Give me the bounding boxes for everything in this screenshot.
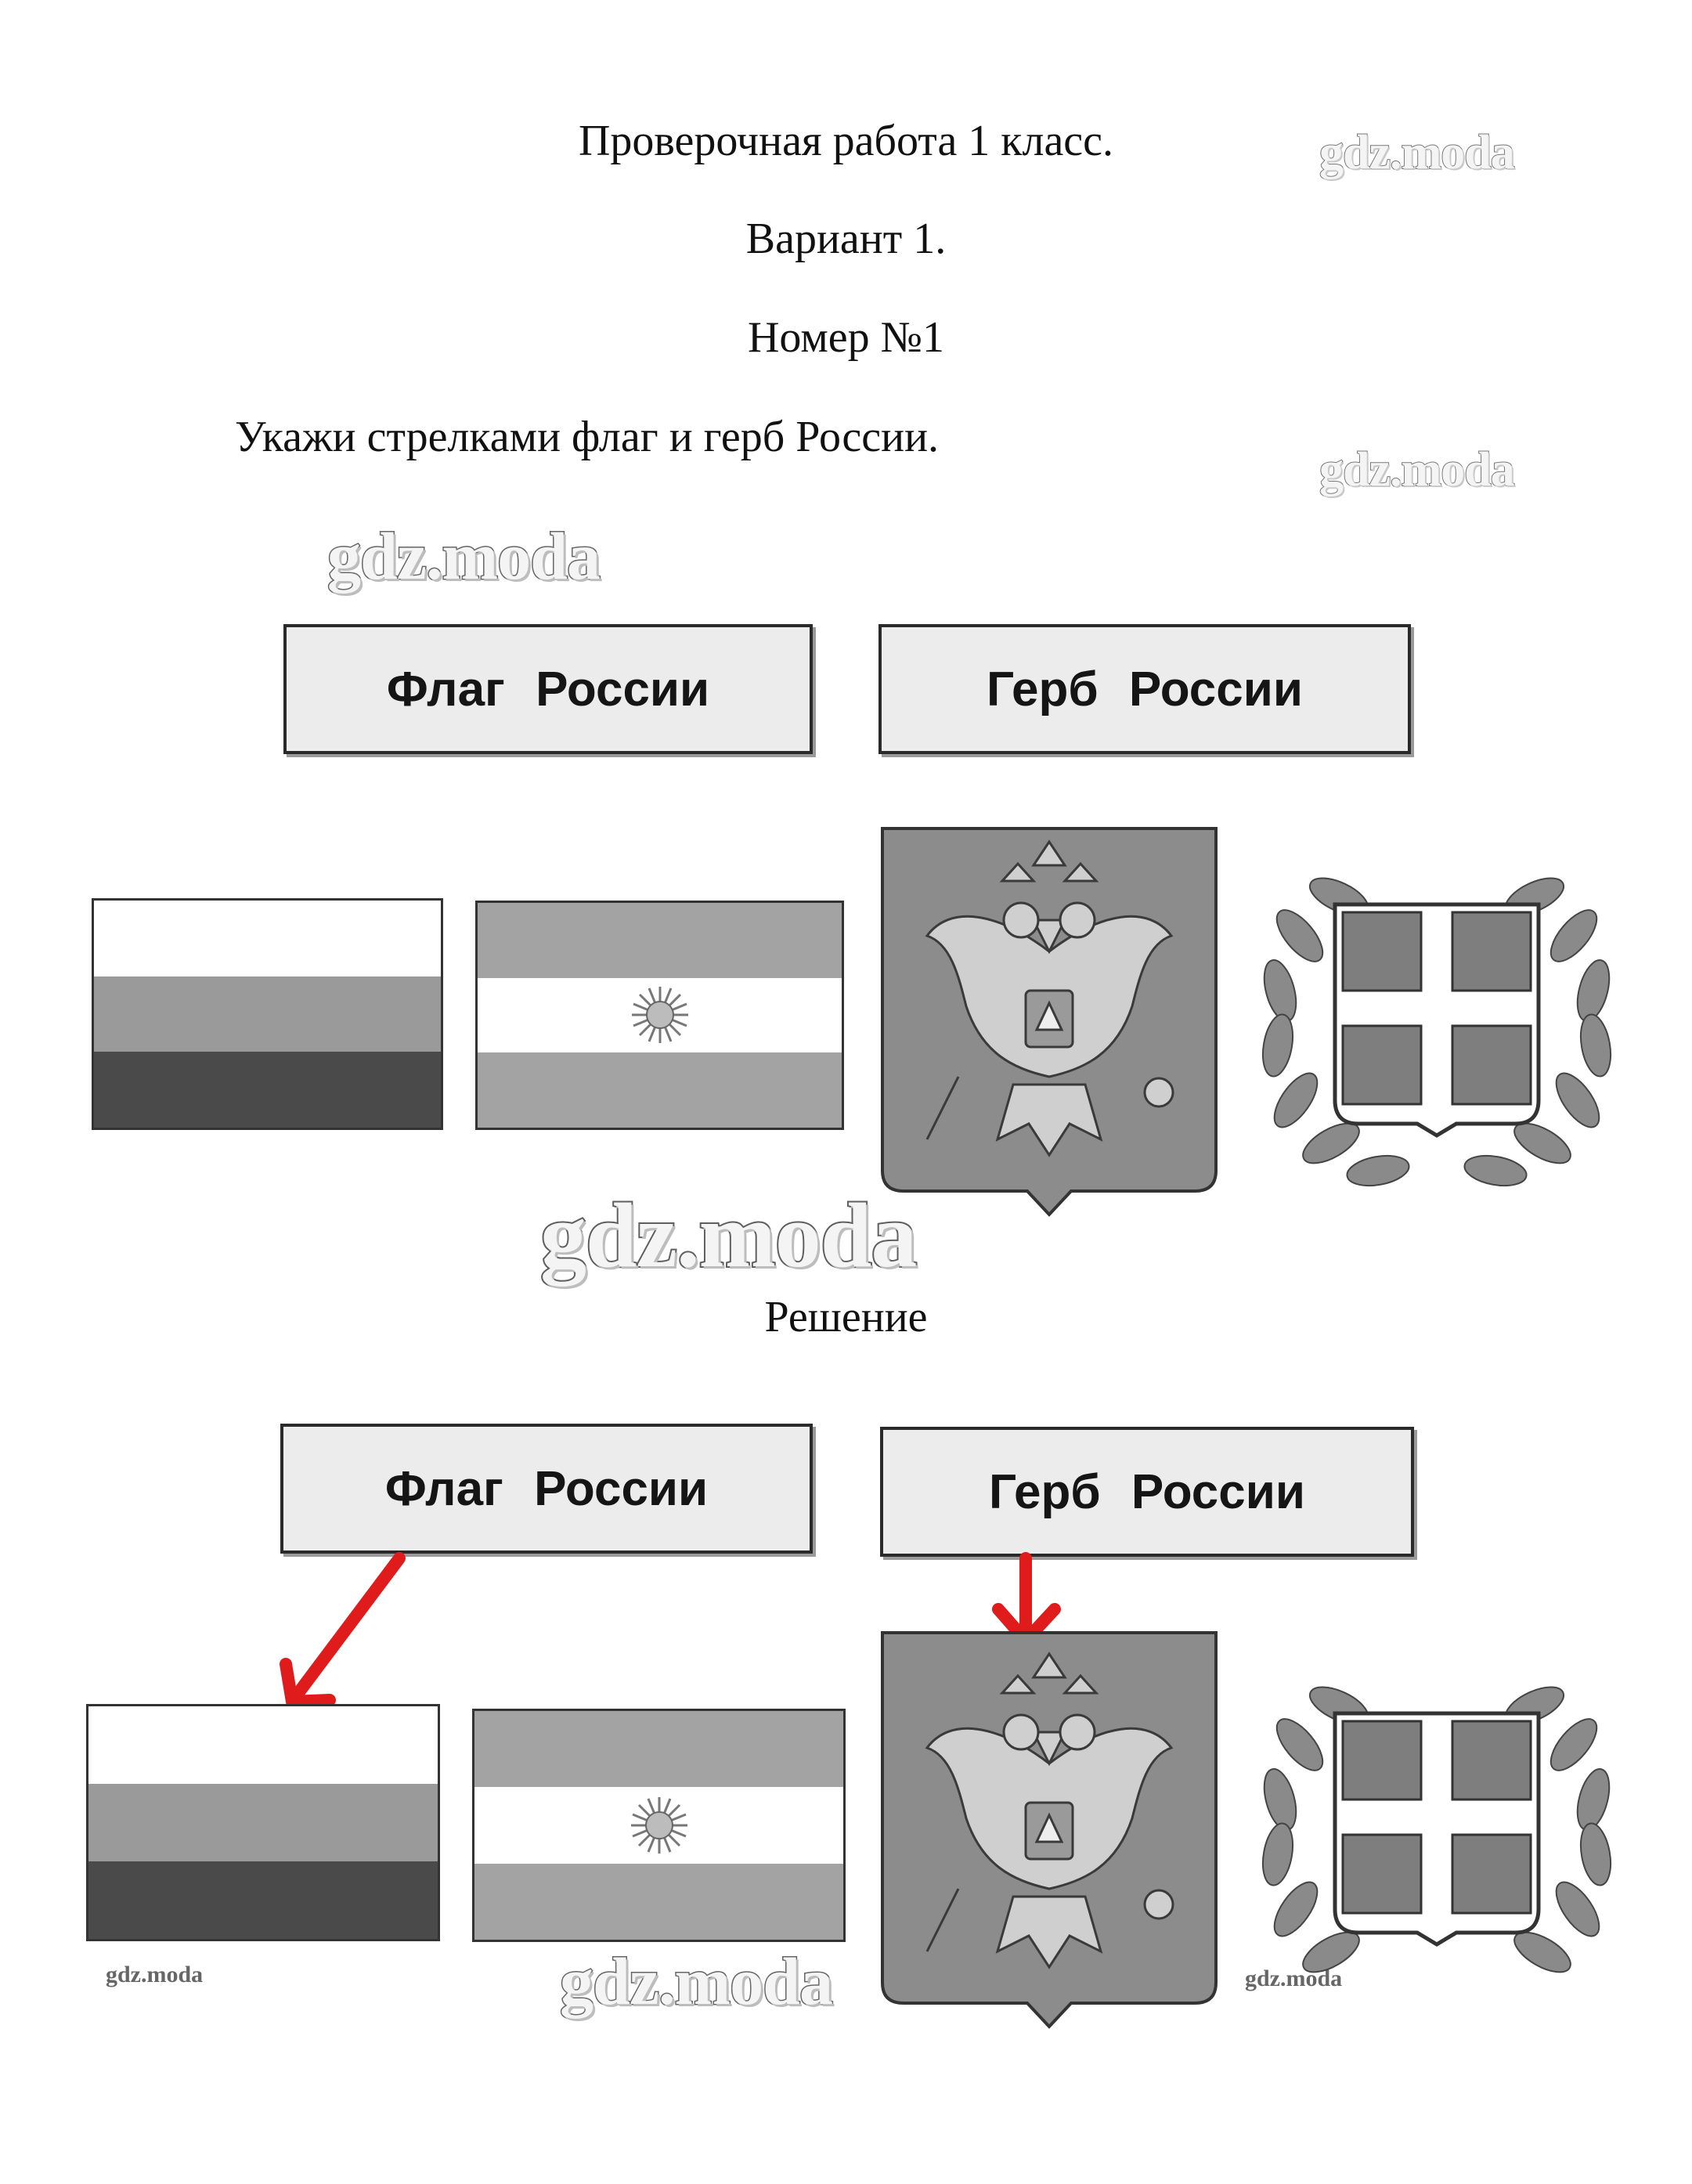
flag-label-box-solution[interactable]: Флаг России	[280, 1424, 813, 1554]
watermark: gdz.moda	[1245, 1966, 1343, 1991]
greece-coat-of-arms[interactable]	[1253, 834, 1621, 1202]
argentina-flag[interactable]	[475, 901, 844, 1130]
russia-coat-of-arms-solution[interactable]	[880, 1630, 1218, 2030]
solution-title: Решение	[764, 1293, 928, 1341]
watermark: gdz.moda	[327, 518, 600, 594]
task-text: Укажи стрелками флаг и герб России.	[235, 413, 940, 461]
watermark: gdz.moda	[106, 1962, 204, 1987]
greece-coat-of-arms-solution[interactable]	[1253, 1643, 1621, 2011]
task-number: Номер №1	[747, 313, 945, 362]
emblem-label-box-solution[interactable]: Герб России	[880, 1427, 1414, 1557]
russia-flag-solution[interactable]	[86, 1704, 440, 1941]
watermark: gdz.moda	[1319, 443, 1514, 496]
emblem-label-box[interactable]: Герб России	[878, 624, 1411, 754]
watermark: gdz.moda	[560, 1944, 832, 2019]
watermark: gdz.moda	[1319, 126, 1514, 179]
watermark: gdz.moda	[540, 1184, 917, 1287]
russia-coat-of-arms[interactable]	[880, 826, 1218, 1218]
variant-label: Вариант 1.	[745, 215, 947, 263]
flag-label-box[interactable]: Флаг России	[283, 624, 813, 754]
sun-of-may-icon	[628, 1794, 691, 1857]
russia-flag[interactable]	[92, 898, 443, 1130]
sun-of-may-icon	[629, 984, 691, 1046]
argentina-flag-solution[interactable]	[472, 1709, 846, 1942]
flag-answer-arrow	[262, 1547, 419, 1719]
worksheet-title: Проверочная работа 1 класс.	[578, 117, 1114, 165]
